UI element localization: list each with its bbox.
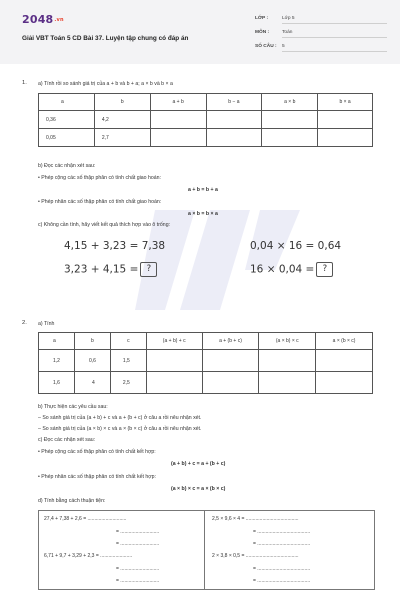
q1-header-cell: a <box>39 94 95 111</box>
q1-a-text: a) Tính rồi so sánh giá trị của a + b và b + a; a × b và b × a <box>38 81 173 87</box>
page-header <box>0 0 400 64</box>
document-title: Giải VBT Toán 5 CD Bài 37. Luyện tập chung có đáp án <box>22 35 189 42</box>
table-cell: 1,6 <box>39 372 75 394</box>
q1-table-header <box>39 94 373 111</box>
q2-a-text: a) Tính <box>38 321 55 327</box>
site-logo[interactable]: 2048.vn <box>22 13 64 26</box>
q1-header-cell: a × b <box>262 94 318 111</box>
q2-b-line2: – So sánh giá trị của (a × b) × c và a × (b × c) ở câu a rồi nêu nhận xét. <box>38 426 202 432</box>
answer-box[interactable]: ? <box>316 262 333 277</box>
table-cell: 1,2 <box>39 350 75 372</box>
work-line[interactable]: = ............................ <box>116 578 160 584</box>
q1-b-formula2: a × b = b × a <box>188 211 218 217</box>
table-cell: 0,6 <box>74 350 110 372</box>
q2-header-cell: b <box>74 333 110 350</box>
table-cell: 2,7 <box>94 129 150 147</box>
table-row <box>39 350 373 372</box>
work-line[interactable]: 27,4 + 7,38 + 2,6 = ............................ <box>44 516 127 522</box>
q1-b-line1: • Phép cộng các số thập phân có tính chất giao hoán: <box>38 175 161 181</box>
answer-box[interactable]: ? <box>140 262 157 277</box>
q2-c-line2: • Phép nhân các số thập phân có tính chất kết hợp: <box>38 474 156 480</box>
q2-table-header <box>39 333 373 350</box>
q2-header-cell: a × (b × c) <box>316 333 373 350</box>
work-line[interactable]: = ............................ <box>116 541 160 547</box>
q1-eq4: 16 × 0,04 = <box>250 263 315 276</box>
table-cell: 1,5 <box>110 350 146 372</box>
answer-cell[interactable] <box>262 111 318 129</box>
q2-header-cell: a + (b + c) <box>202 333 259 350</box>
work-line[interactable]: 6,71 + 9,7 + 3,29 + 2,3 = ....................... <box>44 553 133 559</box>
q1-eq3: 0,04 × 16 = 0,64 <box>250 240 342 252</box>
q1-b-formula1: a + b = b + a <box>188 187 218 193</box>
answer-cell[interactable] <box>259 372 316 394</box>
q2-header-cell: (a × b) × c <box>259 333 316 350</box>
q1-table <box>38 93 373 147</box>
q1-b-line2: • Phép nhân các số thập phân có tính chất giao hoán: <box>38 199 162 205</box>
q2-c-formula1: (a + b) + c = a + (b + c) <box>171 461 226 467</box>
q2-header-cell: (a + b) + c <box>146 333 202 350</box>
table-cell: 0,05 <box>39 129 95 147</box>
work-line[interactable]: 2 × 3,8 × 0,5 = ...................................... <box>212 553 299 559</box>
answer-cell[interactable] <box>318 129 373 147</box>
table-cell: 4,2 <box>94 111 150 129</box>
meta-question-count: SỐ CÂU : 5 <box>255 44 285 49</box>
work-line[interactable]: = ............................ <box>116 529 160 535</box>
work-line[interactable]: = ...................................... <box>253 529 311 535</box>
q1-c-text: c) Không cần tính, hãy viết kết quả thích hợp vào ô trống: <box>38 222 171 228</box>
work-line[interactable]: = ...................................... <box>253 541 311 547</box>
answer-cell[interactable] <box>318 111 373 129</box>
q2-header-cell: a <box>39 333 75 350</box>
q1-header-cell: b <box>94 94 150 111</box>
q2-c-line1: • Phép cộng các số thập phân có tính chất kết hợp: <box>38 449 156 455</box>
answer-cell[interactable] <box>202 372 259 394</box>
table-row <box>39 372 373 394</box>
meta-class: LỚP : Lớp 5 <box>255 16 294 21</box>
work-line[interactable]: = ............................ <box>116 566 160 572</box>
table-row <box>39 111 373 129</box>
answer-cell[interactable] <box>150 129 206 147</box>
answer-cell[interactable] <box>146 350 202 372</box>
answer-cell[interactable] <box>146 372 202 394</box>
q1-b-title: b) Đọc các nhận xét sau: <box>38 163 96 169</box>
q1-eq2: 3,23 + 4,15 = <box>64 263 139 276</box>
answer-cell[interactable] <box>316 350 373 372</box>
table-cell: 4 <box>74 372 110 394</box>
q2-d-title: d) Tính bằng cách thuận tiện: <box>38 498 106 504</box>
q2-d-box <box>38 510 375 590</box>
q2-header-cell: c <box>110 333 146 350</box>
answer-cell[interactable] <box>316 372 373 394</box>
q2-table <box>38 332 373 394</box>
q1-header-cell: b − a <box>206 94 262 111</box>
answer-cell[interactable] <box>259 350 316 372</box>
q1-eq2-row <box>64 262 157 277</box>
q1-eq1: 4,15 + 3,23 = 7,38 <box>64 240 166 252</box>
answer-cell[interactable] <box>150 111 206 129</box>
answer-cell[interactable] <box>262 129 318 147</box>
q2-number: 2. <box>22 320 27 326</box>
work-line[interactable]: = ...................................... <box>253 566 311 572</box>
answer-cell[interactable] <box>202 350 259 372</box>
q2-b-line1: – So sánh giá trị của (a + b) + c và a + (b + c) ở câu a rồi nêu nhận xét. <box>38 415 202 421</box>
q1-header-cell: a + b <box>150 94 206 111</box>
q2-c-formula2: (a × b) × c = a × (b × c) <box>171 486 226 492</box>
q1-number: 1. <box>22 80 27 86</box>
q1-header-cell: b × a <box>318 94 373 111</box>
q2-b-title: b) Thực hiện các yêu cầu sau: <box>38 404 108 410</box>
table-cell: 0,36 <box>39 111 95 129</box>
answer-cell[interactable] <box>206 129 262 147</box>
meta-subject: MÔN : Toán <box>255 30 292 35</box>
table-row <box>39 129 373 147</box>
table-cell: 2,5 <box>110 372 146 394</box>
q1-eq4-row <box>250 262 333 277</box>
answer-cell[interactable] <box>206 111 262 129</box>
q2-c-title: c) Đọc các nhận xét sau: <box>38 437 96 443</box>
work-line[interactable]: = ...................................... <box>253 578 311 584</box>
work-line[interactable]: 2,5 × 9,6 × 4 = ...................................... <box>212 516 299 522</box>
